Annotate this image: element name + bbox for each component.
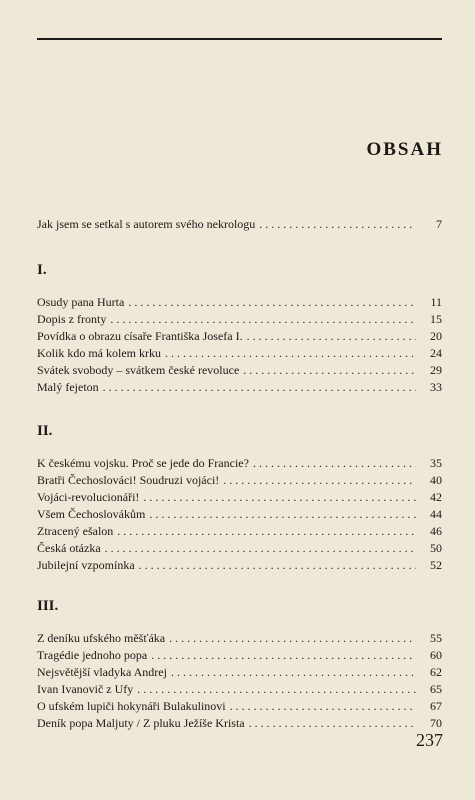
toc-entry bbox=[37, 455, 442, 471]
toc-entry-title: Osudy pana Hurta bbox=[37, 295, 125, 309]
toc-entry bbox=[37, 328, 442, 344]
toc-entry-title: Svátek svobody – svátkem české revoluce bbox=[37, 363, 240, 377]
toc-entry-title: K českému vojsku. Proč se jede do Francie? bbox=[37, 456, 249, 470]
toc-entry-page: 60 bbox=[430, 648, 442, 662]
toc-entry-page: 52 bbox=[430, 558, 442, 572]
toc-entry-title: Ztracený ešalon bbox=[37, 524, 114, 538]
toc-entry-page: 20 bbox=[430, 329, 442, 343]
toc-entry bbox=[37, 506, 442, 522]
toc-entry-page: 35 bbox=[430, 456, 442, 470]
toc-entry-page: 46 bbox=[430, 524, 442, 538]
toc-entry-title: Dopis z fronty bbox=[37, 312, 107, 326]
toc-entry-title: Malý fejeton bbox=[37, 380, 99, 394]
toc-entry-title: Bratři Čechoslováci! Soudruzi vojáci! bbox=[37, 473, 220, 487]
toc-entry-page: 50 bbox=[430, 541, 442, 555]
toc-entry-page: 7 bbox=[436, 217, 442, 231]
toc-entry bbox=[37, 557, 442, 573]
toc-entry bbox=[37, 681, 442, 697]
toc-entry-page: 24 bbox=[430, 346, 442, 360]
toc-entry-page: 65 bbox=[430, 682, 442, 696]
leader-dots bbox=[139, 557, 416, 573]
top-rule bbox=[37, 38, 442, 40]
toc-entry-page: 67 bbox=[430, 699, 442, 713]
leader-dots bbox=[117, 523, 416, 539]
toc-entry bbox=[37, 540, 442, 556]
leader-dots bbox=[230, 698, 416, 714]
toc-entry bbox=[37, 489, 442, 505]
toc-entry bbox=[37, 523, 442, 539]
toc-entry-title: Povídka o obrazu císaře Františka Josefa I. bbox=[37, 329, 243, 343]
page-number: 237 bbox=[416, 730, 443, 750]
leader-dots bbox=[165, 345, 416, 361]
leader-dots bbox=[110, 311, 416, 327]
leader-dots bbox=[223, 472, 416, 488]
toc-entry bbox=[37, 345, 442, 361]
toc-entry bbox=[37, 311, 442, 327]
toc-entry bbox=[37, 362, 442, 378]
toc-entry bbox=[37, 647, 442, 663]
toc-entry-intro bbox=[37, 216, 442, 232]
toc-entry-page: 15 bbox=[430, 312, 442, 326]
toc-entry-page: 11 bbox=[430, 295, 442, 309]
leader-dots bbox=[243, 362, 416, 378]
toc-entry-page: 42 bbox=[430, 490, 442, 504]
toc-entry-title: Jubilejní vzpomínka bbox=[37, 558, 135, 572]
leader-dots bbox=[253, 455, 416, 471]
toc-entry bbox=[37, 630, 442, 646]
toc-entry-title: Deník popa Maljuty / Z pluku Ježíše Krista bbox=[37, 716, 245, 730]
leader-dots bbox=[143, 489, 416, 505]
leader-dots bbox=[103, 379, 416, 395]
toc-entry-title: Vojáci-revolucionáři! bbox=[37, 490, 140, 504]
toc-entry bbox=[37, 698, 442, 714]
leader-dots bbox=[171, 664, 416, 680]
toc-entry-page: 70 bbox=[430, 716, 442, 730]
leader-dots bbox=[259, 216, 416, 232]
toc-entry-title: Z deníku ufského měšťáka bbox=[37, 631, 166, 645]
leader-dots bbox=[149, 506, 416, 522]
toc-entry-title: O ufském lupiči hokynáři Bulakulinovi bbox=[37, 699, 226, 713]
toc-entry bbox=[37, 472, 442, 488]
toc-entry bbox=[37, 294, 442, 310]
leader-dots bbox=[169, 630, 416, 646]
leader-dots bbox=[249, 715, 416, 731]
page-title: OBSAH bbox=[366, 139, 443, 160]
toc-entry-page: 62 bbox=[430, 665, 442, 679]
toc-entry-title: Všem Čechoslovákům bbox=[37, 507, 146, 521]
section-heading-2: II. bbox=[37, 423, 53, 439]
toc-entry-title: Kolik kdo má kolem krku bbox=[37, 346, 161, 360]
leader-dots bbox=[137, 681, 416, 697]
toc-entry bbox=[37, 715, 442, 731]
toc-entry-page: 40 bbox=[430, 473, 442, 487]
toc-entry-title: Česká otázka bbox=[37, 541, 101, 555]
toc-entry-title: Tragédie jednoho popa bbox=[37, 648, 148, 662]
toc-entry-page: 29 bbox=[430, 363, 442, 377]
leader-dots bbox=[105, 540, 416, 556]
leader-dots bbox=[151, 647, 416, 663]
toc-entry bbox=[37, 664, 442, 680]
leader-dots bbox=[247, 328, 416, 344]
toc-entry-title: Jak jsem se setkal s autorem svého nekrologu bbox=[37, 217, 256, 231]
section-heading-1: I. bbox=[37, 262, 47, 278]
leader-dots bbox=[128, 294, 416, 310]
toc-entry-page: 33 bbox=[430, 380, 442, 394]
toc-entry-title: Ivan Ivanovič z Ufy bbox=[37, 682, 134, 696]
toc-entry-title: Nejsvětější vladyka Andrej bbox=[37, 665, 167, 679]
toc-entry-page: 44 bbox=[430, 507, 442, 521]
toc-entry bbox=[37, 379, 442, 395]
toc-entry-page: 55 bbox=[430, 631, 442, 645]
section-heading-3: III. bbox=[37, 598, 59, 614]
